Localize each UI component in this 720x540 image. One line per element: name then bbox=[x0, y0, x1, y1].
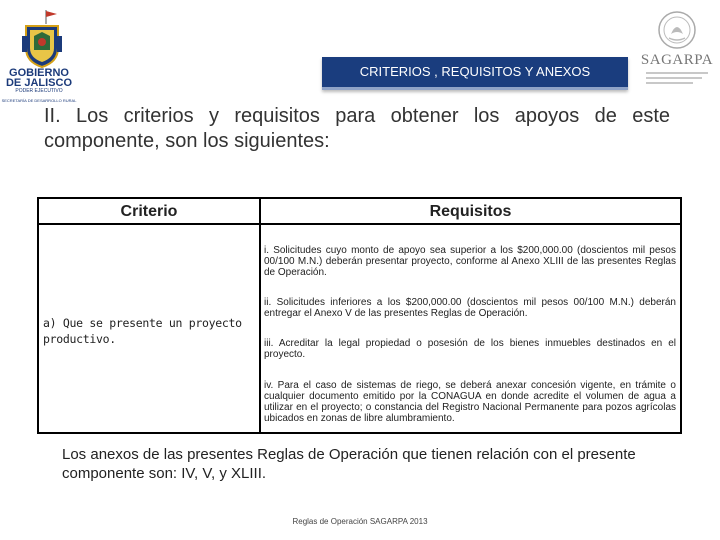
page-heading: II. Los criterios y requisitos para obtener los apoyos de este componente, son los siguientes: bbox=[44, 105, 670, 152]
section-banner: CRITERIOS , REQUISITOS Y ANEXOS bbox=[322, 57, 628, 90]
sagarpa-wordmark: SAGARPA bbox=[640, 52, 714, 68]
table-header bbox=[39, 199, 680, 225]
logo-line-1: GOBIERNO bbox=[9, 67, 69, 79]
criterio-cell: a) Que se presente un proyecto productivo. bbox=[43, 316, 242, 346]
requisito-item: i. Solicitudes cuyo monto de apoyo sea superior a los $200,000.00 (doscientos mil pesos 00/100 M.N.) deberán presentar proyecto, conforme al Anexo XLIII de las presentes Reglas de Operación. bbox=[264, 245, 676, 278]
mexico-seal-icon bbox=[657, 10, 697, 50]
criteria-table bbox=[37, 197, 682, 434]
logo-line-4: SECRETARÍA DE DESARROLLO RURAL bbox=[1, 98, 77, 103]
jalisco-logo bbox=[1, 6, 77, 103]
header-criterio: Criterio bbox=[39, 199, 261, 223]
requisito-item: iii. Acreditar la legal propiedad o posesión de los bienes inmuebles destinados en el proyecto. bbox=[264, 338, 676, 360]
requisito-item: ii. Solicitudes inferiores a los $200,000.00 (doscientos mil pesos 00/100 M.N.) deberán entregar el Anexo V de las presentes Reglas de Operación. bbox=[264, 297, 676, 319]
page-footer: Reglas de Operación SAGARPA 2013 bbox=[292, 517, 428, 526]
annex-text: Los anexos de las presentes Reglas de Operación que tienen relación con el presente componente son: IV, V, y XLIII. bbox=[62, 446, 636, 482]
sagarpa-logo bbox=[640, 10, 714, 90]
jalisco-crest-icon bbox=[22, 22, 62, 68]
sagarpa-subtitle-lines bbox=[646, 72, 708, 87]
logo-line-3: PODER EJECUTIVO bbox=[15, 88, 63, 94]
logo-line-2: DE JALISCO bbox=[5, 77, 72, 89]
requisito-item: iv. Para el caso de sistemas de riego, se deberá anexar concesión vigente, en trámite o cualquier documento emitido por la CONAGUA en donde acredite el volumen de agua a utilizar en el proyecto; o constancia del Registro Nacional Permanente para pozos agrícolas ubicados en zonas de libre alumbramiento. bbox=[264, 380, 676, 424]
header-requisitos: Requisitos bbox=[429, 203, 512, 220]
column-divider bbox=[259, 223, 261, 432]
